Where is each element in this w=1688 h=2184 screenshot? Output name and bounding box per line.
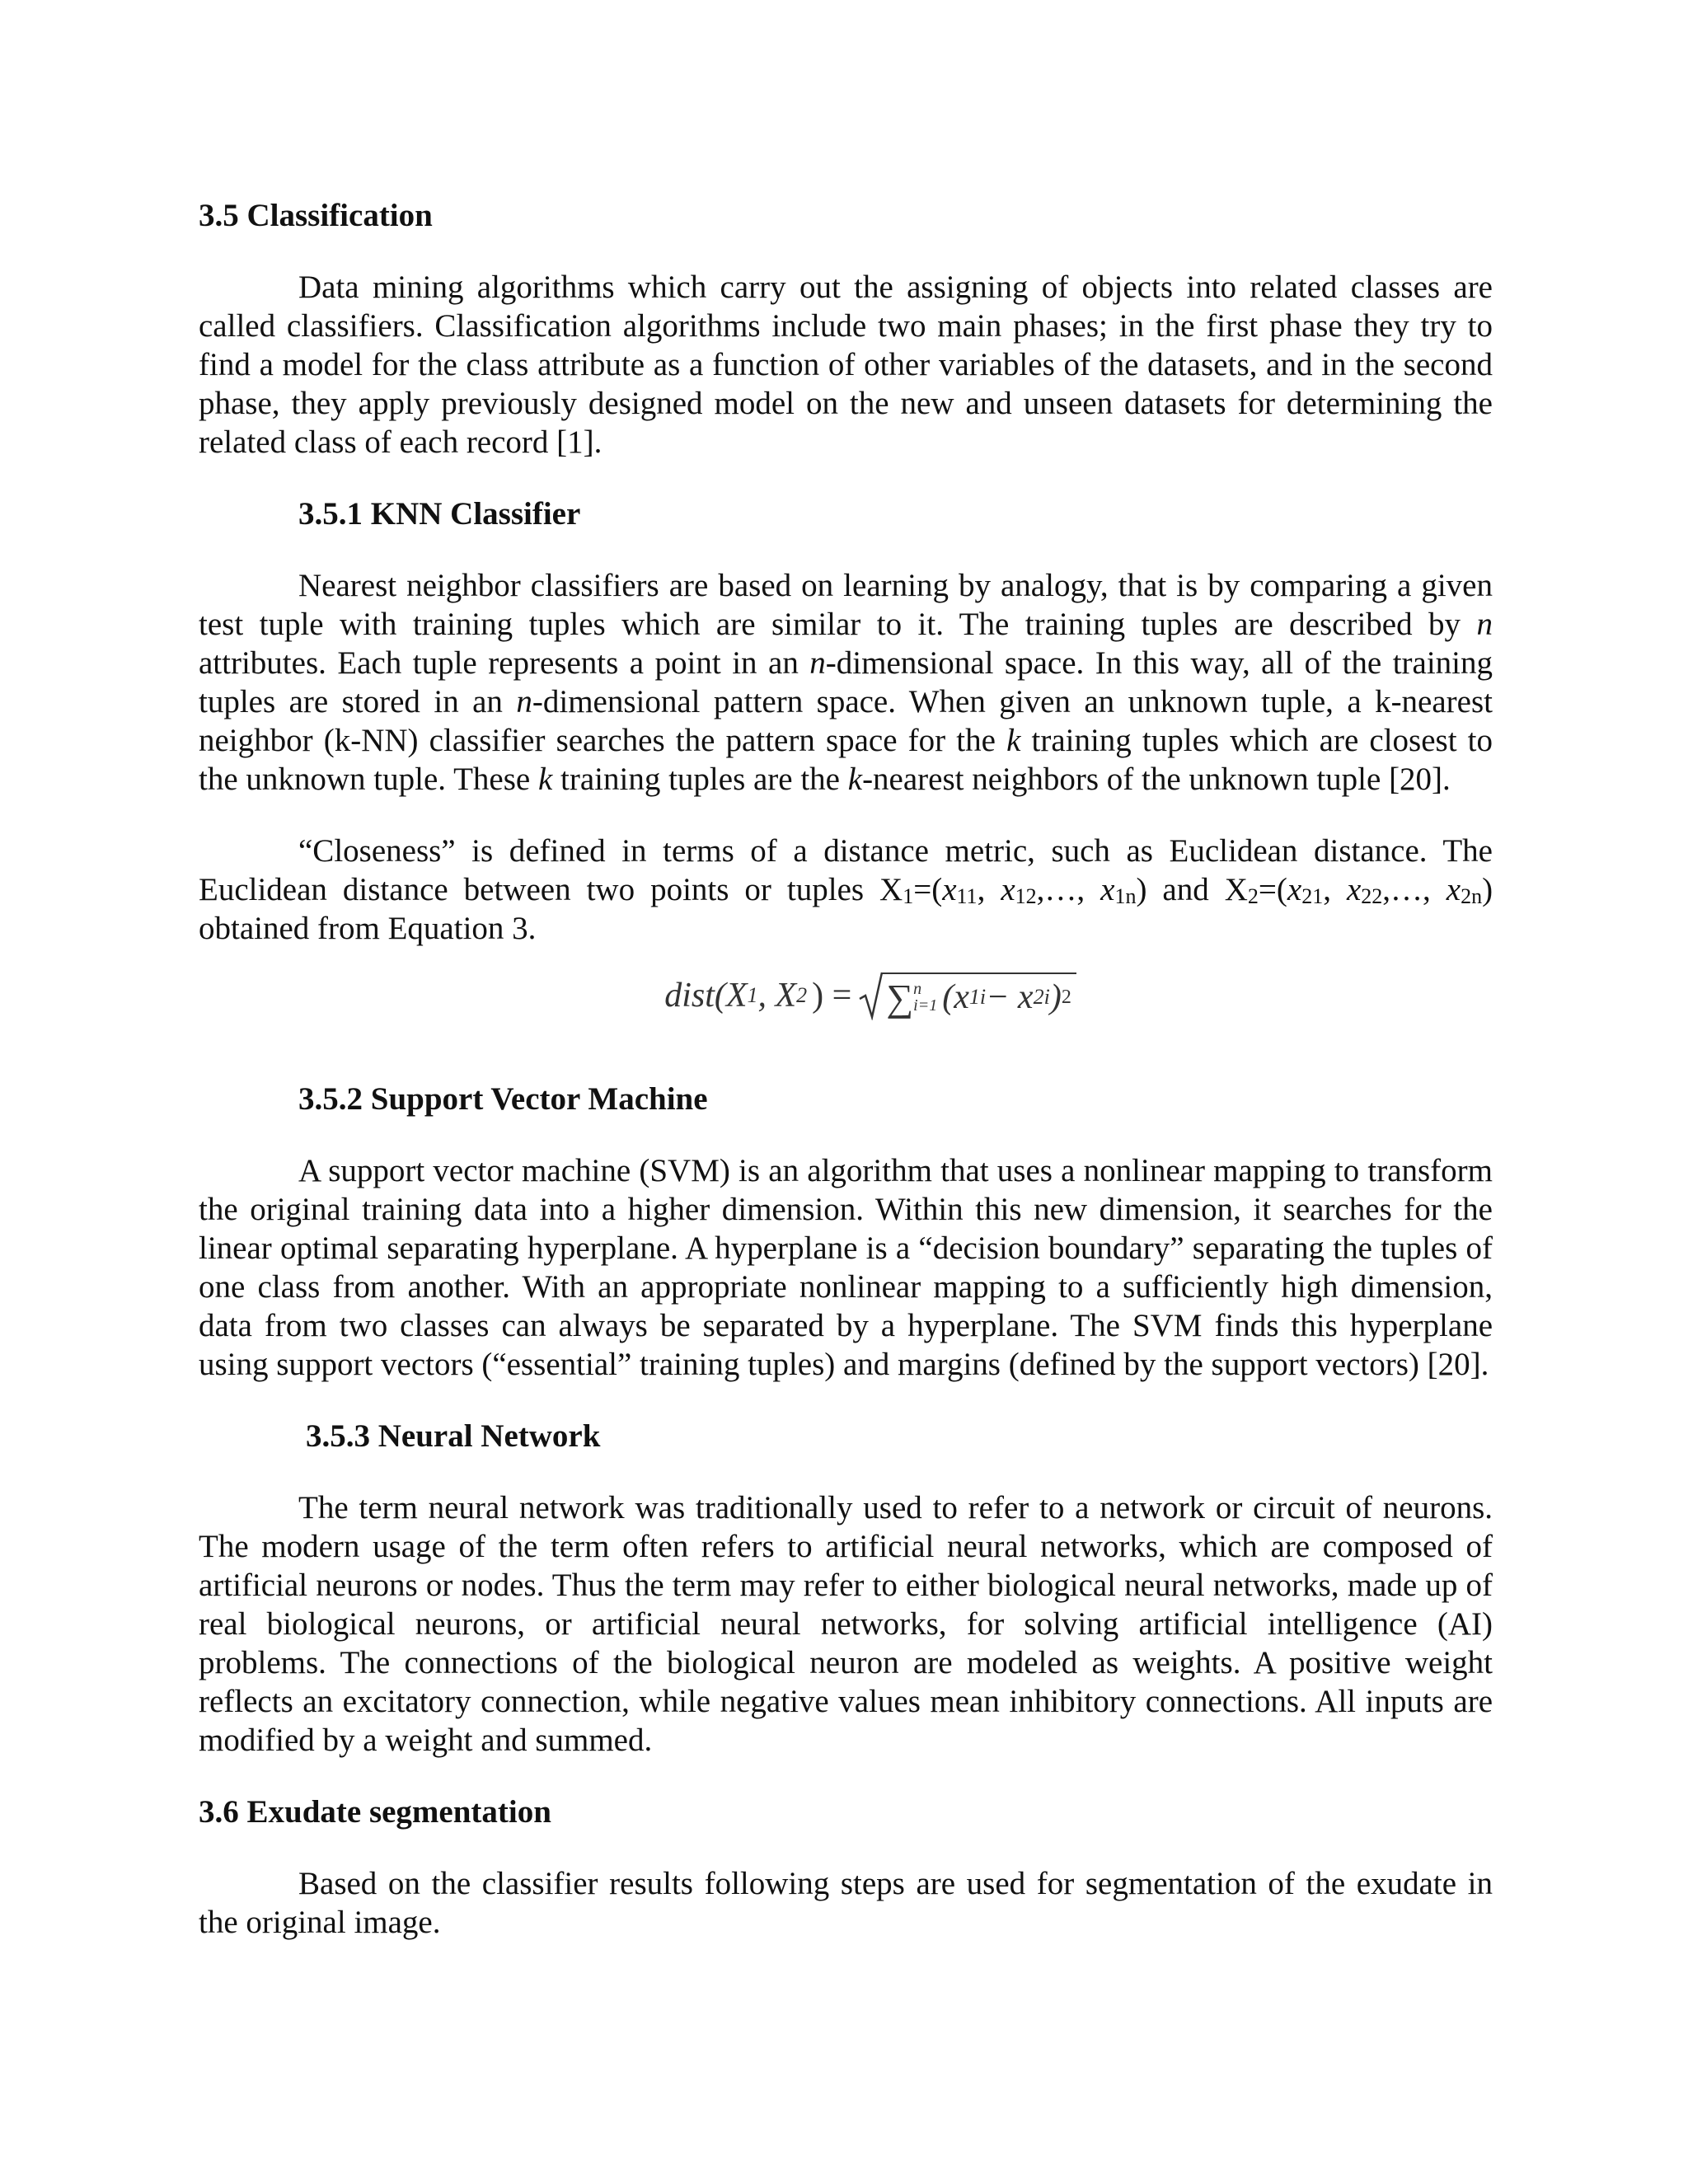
square-root: ∑ n i=1 (x 1i − x 2i ) 2 bbox=[858, 971, 1076, 1020]
knn-paragraph: Nearest neighbor classifiers are based on learning by analogy, that is by comparing a given test tuple with training tuples which are similar to it. The training tuples are described by n attributes. Each tuple represents a point in an n-dimensional space. In this way, all of the training tuples are stored in an n-dimensional pattern space. When given an unknown tuple, a k-nearest neighbor (k-NN) classifier searches the pattern space for the k training tuples which are closest to the unknown tuple. These k training tuples are the k-nearest neighbors of the unknown tuple [20]. bbox=[199, 568, 1493, 797]
subsection-heading-neural-network: 3.5.3 Neural Network bbox=[306, 1418, 601, 1454]
svm-paragraph: A support vector machine (SVM) is an algorithm that uses a nonlinear mapping to transform the original training data into a higher dimension. Within this new dimension, it searches for the linear optimal separating hyperplane. A hyperplane is a “decision boundary” separating the tuples of one class from another. With an appropriate nonlinear mapping to a sufficiently high dimension, data from two classes can always be separated by a hyperplane. The SVM finds this hyperplane using support vectors (“essential” training tuples) and margins (defined by the support vectors) [20]. bbox=[199, 1153, 1493, 1382]
section-heading-classification: 3.5 Classification bbox=[199, 198, 433, 233]
euclidean-distance-formula: dist(X 1 , X 2 ) = ∑ n i=1 (x 1i − x 2i ) 2 bbox=[664, 971, 1076, 1020]
subsection-heading-svm: 3.5.2 Support Vector Machine bbox=[298, 1081, 708, 1117]
document-page bbox=[199, 196, 1493, 1942]
exudate-paragraph: Based on the classifier results following steps are used for segmentation of the exudate in the original image. bbox=[199, 1866, 1493, 1940]
equation-3 bbox=[199, 971, 1493, 1020]
subsection-heading-knn: 3.5.1 KNN Classifier bbox=[298, 496, 581, 532]
neural-network-paragraph: The term neural network was traditionally used to refer to a network or circuit of neurons. The modern usage of the term often refers to artificial neural networks, which are composed of artificial neurons or nodes. Thus the term may refer to either biological neural networks, made up of real biological neurons, or artificial neural networks, for solving artificial intelligence (AI) problems. The connections of the biological neuron are modeled as weights. A positive weight reflects an excitatory connection, while negative values mean inhibitory connections. All inputs are modified by a weight and summed. bbox=[199, 1490, 1493, 1758]
classification-paragraph: Data mining algorithms which carry out the assigning of objects into related classes are called classifiers. Classification algorithms include two main phases; in the first phase they try to find a model for the class attribute as a function of other variables of the datasets, and in the second phase, they apply previously designed model on the new and unseen datasets for determining the related class of each record [1]. bbox=[199, 269, 1493, 460]
radical-sign-icon bbox=[858, 971, 883, 1020]
section-heading-exudate-segmentation: 3.6 Exudate segmentation bbox=[199, 1794, 551, 1830]
closeness-paragraph: “Closeness” is defined in terms of a distance metric, such as Euclidean distance. The Euclidean distance between two points or tuples X1=(x11, x12,…, x1n) and X2=(x21, x22,…, x2n) obtained from Equation 3. bbox=[199, 833, 1493, 946]
